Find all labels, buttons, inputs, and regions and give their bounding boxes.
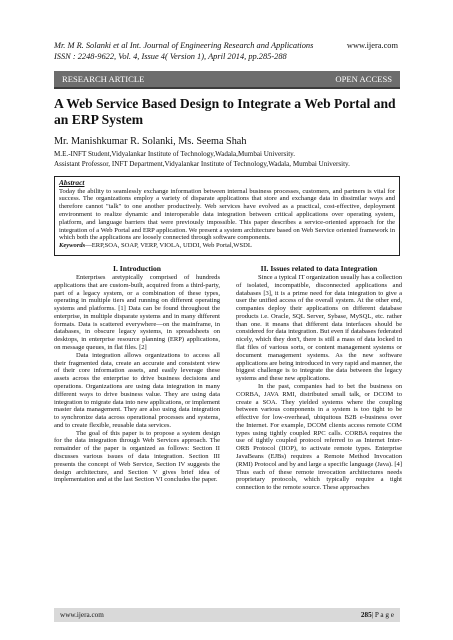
affiliation-2: Assistant Professor, INFT Department,Vidyalankar Institute of Technology,Wadala, Mumbai University. bbox=[54, 160, 350, 168]
issues-paragraph-2: In the past, companies had to bet the business on CORBA, JAVA RMI, distributed small talk, or DCOM to create a SOA. They yielded systems where the coupling between various components in a system is too tight to be effective for low-overhead, ubiquitous B2B e-business over the Internet. For example, DCOM clients access remote COM types using tightly coupled RPC calls. CORBA requires the use of tightly coupled protocol referred to as Internet Inter-ORB Protocol (IIOP), to activate remote types. Enterprise JavaBeans (EJBs) requires a Remote Method Invocation (RMI) Protocol and by and large a specific language (Java). [4] Thus each of these remote invocation architectures needs proprietary protocols, which typically require a tight connection to the remote source. These approaches bbox=[236, 382, 402, 492]
keywords-line bbox=[59, 242, 395, 250]
affiliation-1: M.E.-INFT Student,Vidyalankar Institute of Technology,Wadala,Mumbai University. bbox=[54, 150, 296, 158]
right-column bbox=[236, 264, 402, 492]
paper-title: A Web Service Based Design to Integrate a Web Portal and an ERP System bbox=[54, 96, 396, 127]
keywords-list: —ERP,SOA, SOAP, VERP, VIOLA, UDDI, Web Portal,WSDL bbox=[85, 242, 252, 250]
keywords-label: Keywords bbox=[59, 242, 86, 250]
journal-citation: Mr. M R. Solanki et al Int. Journal of Engineering Research and Applications bbox=[54, 41, 314, 50]
footer-site-link[interactable]: www.ijera.com bbox=[60, 611, 104, 619]
journal-header bbox=[54, 40, 313, 62]
paper-authors: Mr. Manishkumar R. Solanki, Ms. Seema Shah bbox=[54, 136, 247, 147]
intro-paragraph-1: Enterprises aretypically comprised of hundreds applications that are custom-built, acquired from a third-party, part of a legacy system, or a combination of these types, operating in multiple tiers and running on different operating systems and platforms. [1] Data can be found throughout the enterprise, in multiple disparate systems and in many different formats. Data is scattered everywhere—on the mainframe, in databases, in obscure legacy systems, in spreadsheets on desktops, in enterprise resource planning (ERP) applications, on message queues, in flat files. [2] bbox=[54, 274, 220, 352]
page-label: | P a g e bbox=[371, 611, 394, 619]
article-type-band bbox=[54, 71, 400, 89]
page-footer bbox=[54, 608, 400, 622]
intro-paragraph-2: Data integration allows organizations to access all their fragmented data, create an accurate and consistent view of their core information assets, and easily leverage these assets across the enterprise to drive business decisions and operations. Organizations are using data integration in many different ways to drive business value. They are using data integration to migrate data into new applications, or implement master data management. They are also using data integration to synchronize data across operational processes and systems, and to create flexible, reusable data services. bbox=[54, 351, 220, 429]
issues-paragraph-1: Since a typical IT organization usually has a collection of isolated, incompatible, disconnected applications and databases [3], it is a prime need for data integration to give a user the unified access of the overall system. At the other end, companies deploy their applications on different database products i.e. Oracle, SQL Server, Sybase, MySQL, etc. rather than one. it means that different data interfaces should be considered for data integration. But even if databases federated nicely, which they don't, there is still a mass of data locked in flat files of various sorts, or content management systems or document management systems. As the new software applications are being introduced in very rapid and manner, the biggest challenge is to integrate the data between the legacy systems and these new applications. bbox=[236, 274, 402, 383]
abstract-text: Today the ability to seamlessly exchange information between internal business processes, customers, and partners is vital for success. The organizations employ a variety of disparate applications that store and exchange data in dissimilar ways and therefore cannot "talk" to one another productively. Web services have evolved as a practical, cost-effective, deployment environment to realize dynamic and interoperable data integration between critical applications over operating system, platform, and language barriers that were previously impossible. This paper describes a service-oriented approach for the integration of a Web Portal and ERP application. We present a system architecture based on Web Service oriented framework in which both the applications are loosely connected through software components. bbox=[59, 187, 395, 242]
page-number bbox=[361, 611, 394, 619]
issues-heading: II. Issues related to data Integration bbox=[260, 264, 378, 273]
intro-paragraph-3: The goal of this paper is to propose a system design for the data integration through Web Services approach. The remainder of the paper is organized as follows: Section II discusses various issues of data integration. Section III presents the concept of Web Service, Section IV suggests the design architecture, and Section V gives brief idea of implementation and at the last Section VI concludes the paper. bbox=[54, 429, 220, 484]
affiliations bbox=[54, 149, 350, 169]
journal-site-link[interactable]: www.ijera.com bbox=[346, 41, 398, 50]
research-article-label: RESEARCH ARTICLE bbox=[62, 74, 145, 84]
abstract-box bbox=[54, 176, 400, 256]
open-access-label: OPEN ACCESS bbox=[335, 74, 392, 84]
abstract-heading: Abstract bbox=[59, 178, 85, 187]
page-number-value: 285 bbox=[360, 611, 372, 619]
journal-issn: ISSN : 2248-9622, Vol. 4, Issue 4( Version 1), April 2014, pp.285-288 bbox=[54, 52, 287, 61]
left-column bbox=[54, 264, 220, 484]
introduction-heading: I. Introduction bbox=[113, 264, 161, 273]
